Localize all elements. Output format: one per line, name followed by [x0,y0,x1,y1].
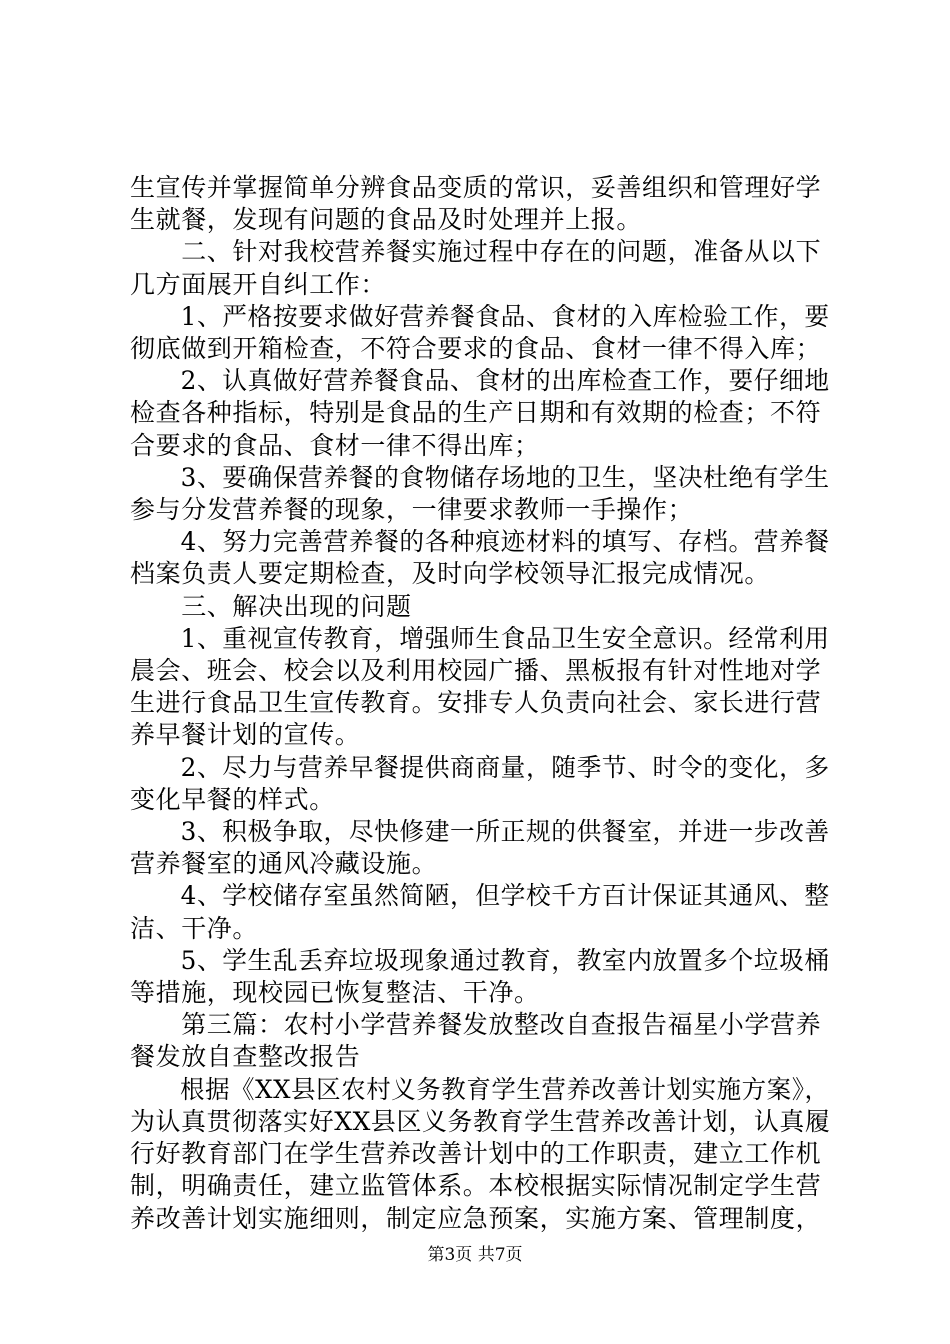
text-line: 生进行食品卫生宣传教育。安排专人负责向社会、家长进行营 [130,688,822,718]
text-line: 晨会、班会、校会以及利用校园广播、黑板报有针对性地对学 [130,656,822,686]
text-line: 2、尽力与营养早餐提供商商量，随季节、时令的变化，多 [130,752,830,782]
text-line: 根据《XX县区农村义务教育学生营养改善计划实施方案》， [130,1074,830,1104]
text-line: 变化早餐的样式。 [130,784,335,814]
text-line: 参与分发营养餐的现象，一律要求教师一手操作； [130,495,694,525]
text-line: 4、努力完善营养餐的各种痕迹材料的填写、存档。营养餐 [130,527,830,557]
text-line: 3、要确保营养餐的食物储存场地的卫生，坚决杜绝有学生 [130,462,830,492]
text-line: 生就餐，发现有问题的食品及时处理并上报。 [130,205,643,235]
text-line: 制，明确责任，建立监管体系。本校根据实际情况制定学生营 [130,1171,822,1201]
text-line: 第三篇：农村小学营养餐发放整改自查报告福星小学营养 [130,1010,822,1040]
text-line: 养早餐计划的宣传。 [130,720,361,750]
text-line: 档案负责人要定期检查，及时向学校领导汇报完成情况。 [130,559,771,589]
text-line: 养改善计划实施细则，制定应急预案，实施方案、管理制度， [130,1203,822,1233]
text-line: 检查各种指标，特别是食品的生产日期和有效期的检查；不符 [130,398,822,428]
text-line: 三、解决出现的问题 [130,591,412,621]
text-line: 餐发放自查整改报告 [130,1042,361,1072]
text-line: 行好教育部门在学生营养改善计划中的工作职责，建立工作机 [130,1139,822,1169]
text-line: 2、认真做好营养餐食品、食材的出库检查工作，要仔细地 [130,366,830,396]
text-line: 等措施，现校园已恢复整洁、干净。 [130,978,540,1008]
document-body [130,172,830,1235]
text-line: 生宣传并掌握简单分辨食品变质的常识，妥善组织和管理好学 [130,173,822,202]
text-line: 4、学校储存室虽然简陋，但学校千方百计保证其通风、整 [130,881,830,911]
text-line: 营养餐室的通风冷藏设施。 [130,849,438,879]
text-line: 1、重视宣传教育，增强师生食品卫生安全意识。经常利用 [130,623,830,653]
page-footer: 第3页 共7页 [427,1245,523,1265]
text-line: 1、严格按要求做好营养餐食品、食材的入库检验工作，要 [130,301,830,331]
text-line: 二、针对我校营养餐实施过程中存在的问题，准备从以下 [130,237,822,267]
text-line: 为认真贯彻落实好XX县区义务教育学生营养改善计划，认真履 [130,1106,831,1136]
text-line: 5、学生乱丢弃垃圾现象通过教育，教室内放置多个垃圾桶 [130,945,830,975]
text-line: 洁、干净。 [130,913,259,943]
text-line: 3、积极争取，尽快修建一所正规的供餐室，并进一步改善 [130,817,830,847]
text-line: 彻底做到开箱检查，不符合要求的食品、食材一律不得入库； [130,334,822,364]
text-line: 几方面展开自纠工作： [130,269,387,299]
text-line: 合要求的食品、食材一律不得出库； [130,430,540,460]
